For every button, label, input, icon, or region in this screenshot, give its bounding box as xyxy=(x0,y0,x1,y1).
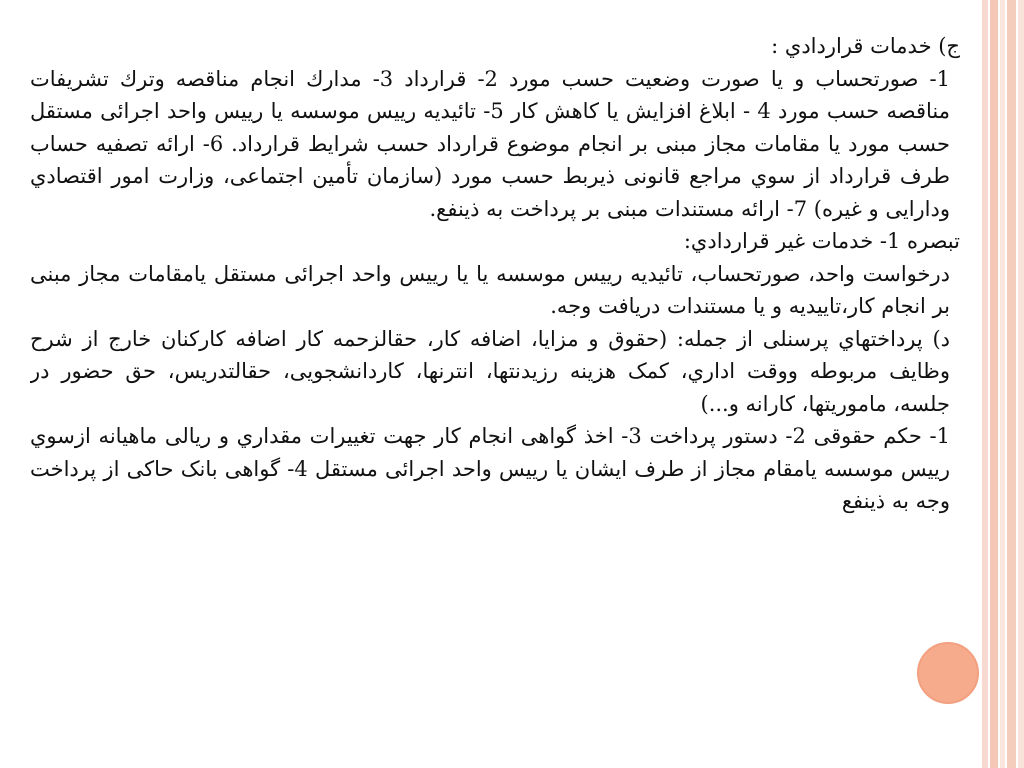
non-contract-services-documents: درخواست واحد، صورتحساب، تائيديه رييس موسسه يا يا رييس واحد اجرائی مستقل يامقامات مجاز مبنی بر انجام كار،تاييديه و يا مستندات دريافت وجه. xyxy=(30,261,950,318)
frame-border-strip xyxy=(982,0,988,768)
frame-border-strip xyxy=(990,0,998,768)
decorative-circle xyxy=(917,642,979,704)
frame-border-strip xyxy=(1007,0,1016,768)
personnel-payments-documents: 1- حكم حقوقی 2- دستور پرداخت 3- اخذ گواهی انجام كار جهت تغييرات مقداري و ريالی ماهيانه ازسوي رييس موسسه يامقام مجاز از طرف ايشان يا رييس واحد اجرائی مستقل 4- گواهی بانک حاكی از پرداخت وجه به ذينفع xyxy=(30,424,950,513)
frame-border-strip xyxy=(1000,0,1005,768)
frame-border-strip xyxy=(1018,0,1024,768)
heading-contract-services: ج) خدمات قراردادي : xyxy=(771,34,960,58)
note-non-contract-services: تبصره 1- خدمات غير قراردادي: xyxy=(683,229,960,253)
heading-personnel-payments: د) پرداختهاي پرسنلی از جمله: (حقوق و مزايا، اضافه كار، حقالزحمه كار اضافه كاركنان خارج از شرح وظايف مربوطه ووقت اداري، كمک هزينه رزيدنتها، انترنها، كاردانشجويی، حقالتدريس، حق حضور در جلسه، ماموريتها، كارانه و...) xyxy=(30,326,950,416)
contract-services-documents: 1- صورتحساب و يا صورت وضعيت حسب مورد 2- قرارداد 3- مدارك انجام مناقصه وترك تشريفات مناقصه حسب مورد 4 - ابلاغ افزايش يا كاهش كار 5- تائيديه رييس موسسه يا رييس واحد اجرائی مستقل حسب مورد يا مقامات مجاز مبنی بر انجام موضوع قرارداد حسب شرايط قرارداد. 6- ارائه تصفيه حساب طرف قرارداد از سوي مراجع قانونی ذيربط حسب مورد (سازمان تأمين اجتماعی، وزارت امور اقتصادي ودارايی و غيره) 7- ارائه مستندات مبنی بر پرداخت به ذينفع. xyxy=(30,66,950,221)
slide-text-body xyxy=(30,30,960,730)
